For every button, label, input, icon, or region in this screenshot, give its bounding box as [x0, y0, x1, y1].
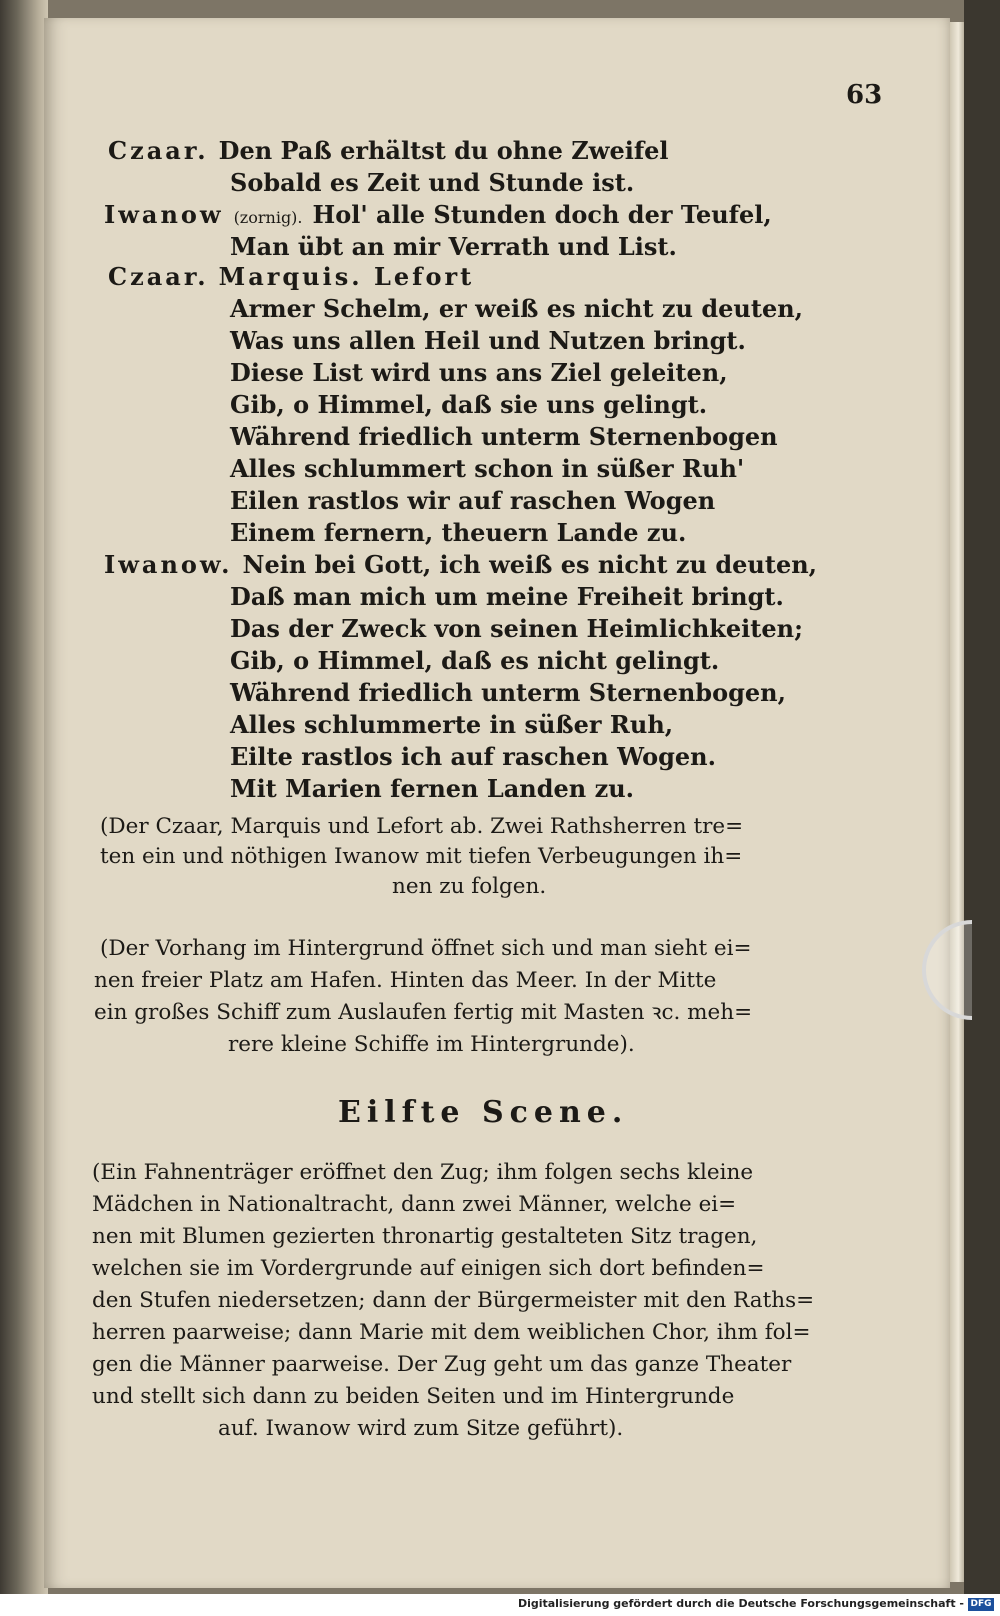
stage-direction-1-line-3: nen zu folgen.: [392, 874, 547, 899]
stage-direction-1-line-1: (Der Czaar, Marquis und Lefort ab. Zwei Rathsherren tre=: [100, 814, 744, 839]
stage-direction-3-line-9: auf. Iwanow wird zum Sitze geführt).: [218, 1416, 624, 1441]
stage-direction-3-line-7: gen die Männer paarweise. Der Zug geht um das ganze Theater: [92, 1352, 792, 1377]
dialogue-line-10: Während friedlich unterm Sternenbogen: [230, 422, 778, 451]
page-edge: [950, 22, 964, 1582]
stage-direction-3-line-5: den Stufen niedersetzen; dann der Bürgermeister mit den Raths=: [92, 1288, 815, 1313]
verse-text: Den Paß erhältst du ohne Zweifel: [218, 136, 669, 165]
scene-title: Eilfte Scene.: [338, 1095, 629, 1130]
dialogue-line-3: [104, 200, 772, 233]
page-number: 63: [846, 80, 883, 110]
dialogue-line-2: Sobald es Zeit und Stunde ist.: [230, 168, 635, 197]
stage-direction-3-line-8: und stellt sich dann zu beiden Seiten und im Hintergrunde: [92, 1384, 735, 1409]
dfg-logo-icon: DFG: [968, 1598, 994, 1611]
dialogue-line-11: Alles schlummert schon in süßer Ruh': [230, 454, 745, 483]
dialogue-line-18: Während friedlich unterm Sternenbogen,: [230, 678, 786, 707]
dialogue-line-7: Was uns allen Heil und Nutzen bringt.: [230, 326, 746, 355]
speaker-name: Iwanow: [104, 200, 224, 229]
dialogue-line-15: Daß man mich um meine Freiheit bringt.: [230, 582, 784, 611]
book-binding: [0, 0, 48, 1616]
verse-text: Hol' alle Stunden doch der Teufel,: [312, 200, 772, 229]
dialogue-line-5: [108, 262, 474, 292]
stage-direction-2-line-2: nen freier Platz am Hafen. Hinten das Meer. In der Mitte: [94, 968, 717, 993]
stage-direction-1-line-2: ten ein und nöthigen Iwanow mit tiefen Verbeugungen ih=: [100, 844, 743, 869]
verse-text: Marquis. Lefort: [218, 262, 475, 291]
stage-direction-inline: (zornig).: [233, 208, 303, 227]
dialogue-line-8: Diese List wird uns ans Ziel geleiten,: [230, 358, 728, 387]
footer-credit: Digitalisierung gefördert durch die Deutsche Forschungsgemeinschaft -: [517, 1597, 964, 1610]
dialogue-line-20: Eilte rastlos ich auf raschen Wogen.: [230, 742, 716, 771]
stage-direction-3-line-1: (Ein Fahnenträger eröffnet den Zug; ihm folgen sechs kleine: [92, 1160, 754, 1185]
scanner-background: [964, 0, 1000, 1616]
stage-direction-3-line-6: herren paarweise; dann Marie mit dem weiblichen Chor, ihm fol=: [92, 1320, 811, 1345]
speaker-name: Czaar.: [108, 262, 209, 291]
stage-direction-2-line-3: ein großes Schiff zum Auslaufen fertig mit Masten ꝛc. meh=: [94, 1000, 753, 1025]
verse-text: Nein bei Gott, ich weiß es nicht zu deuten,: [242, 550, 818, 579]
dialogue-line-21: Mit Marien fernen Landen zu.: [230, 774, 635, 803]
stage-direction-2-line-1: (Der Vorhang im Hintergrund öffnet sich und man sieht ei=: [100, 936, 752, 961]
stage-direction-2-line-4: rere kleine Schiffe im Hintergrunde).: [228, 1032, 635, 1057]
dialogue-line-9: Gib, o Himmel, daß sie uns gelingt.: [230, 390, 708, 419]
dialogue-line-17: Gib, o Himmel, daß es nicht gelingt.: [230, 646, 720, 675]
dialogue-line-14: [104, 550, 817, 580]
dialogue-line-19: Alles schlummerte in süßer Ruh,: [230, 710, 674, 739]
dialogue-line-4: Man übt an mir Verrath und List.: [230, 232, 677, 261]
stage-direction-3-line-4: welchen sie im Vordergrunde auf einigen sich dort befinden=: [92, 1256, 765, 1281]
speaker-name: Czaar.: [108, 136, 209, 165]
dialogue-line-1: [108, 136, 669, 166]
stage-direction-3-line-2: Mädchen in Nationaltracht, dann zwei Männer, welche ei=: [92, 1192, 737, 1217]
stage-direction-3-line-3: nen mit Blumen gezierten thronartig gestalteten Sitz tragen,: [92, 1224, 758, 1249]
dialogue-line-16: Das der Zweck von seinen Heimlichkeiten;: [230, 614, 803, 643]
speaker-name: Iwanow.: [104, 550, 233, 579]
dialogue-line-13: Einem fernern, theuern Lande zu.: [230, 518, 687, 547]
dialogue-line-6: Armer Schelm, er weiß es nicht zu deuten,: [230, 294, 804, 323]
dialogue-line-12: Eilen rastlos wir auf raschen Wogen: [230, 486, 716, 515]
